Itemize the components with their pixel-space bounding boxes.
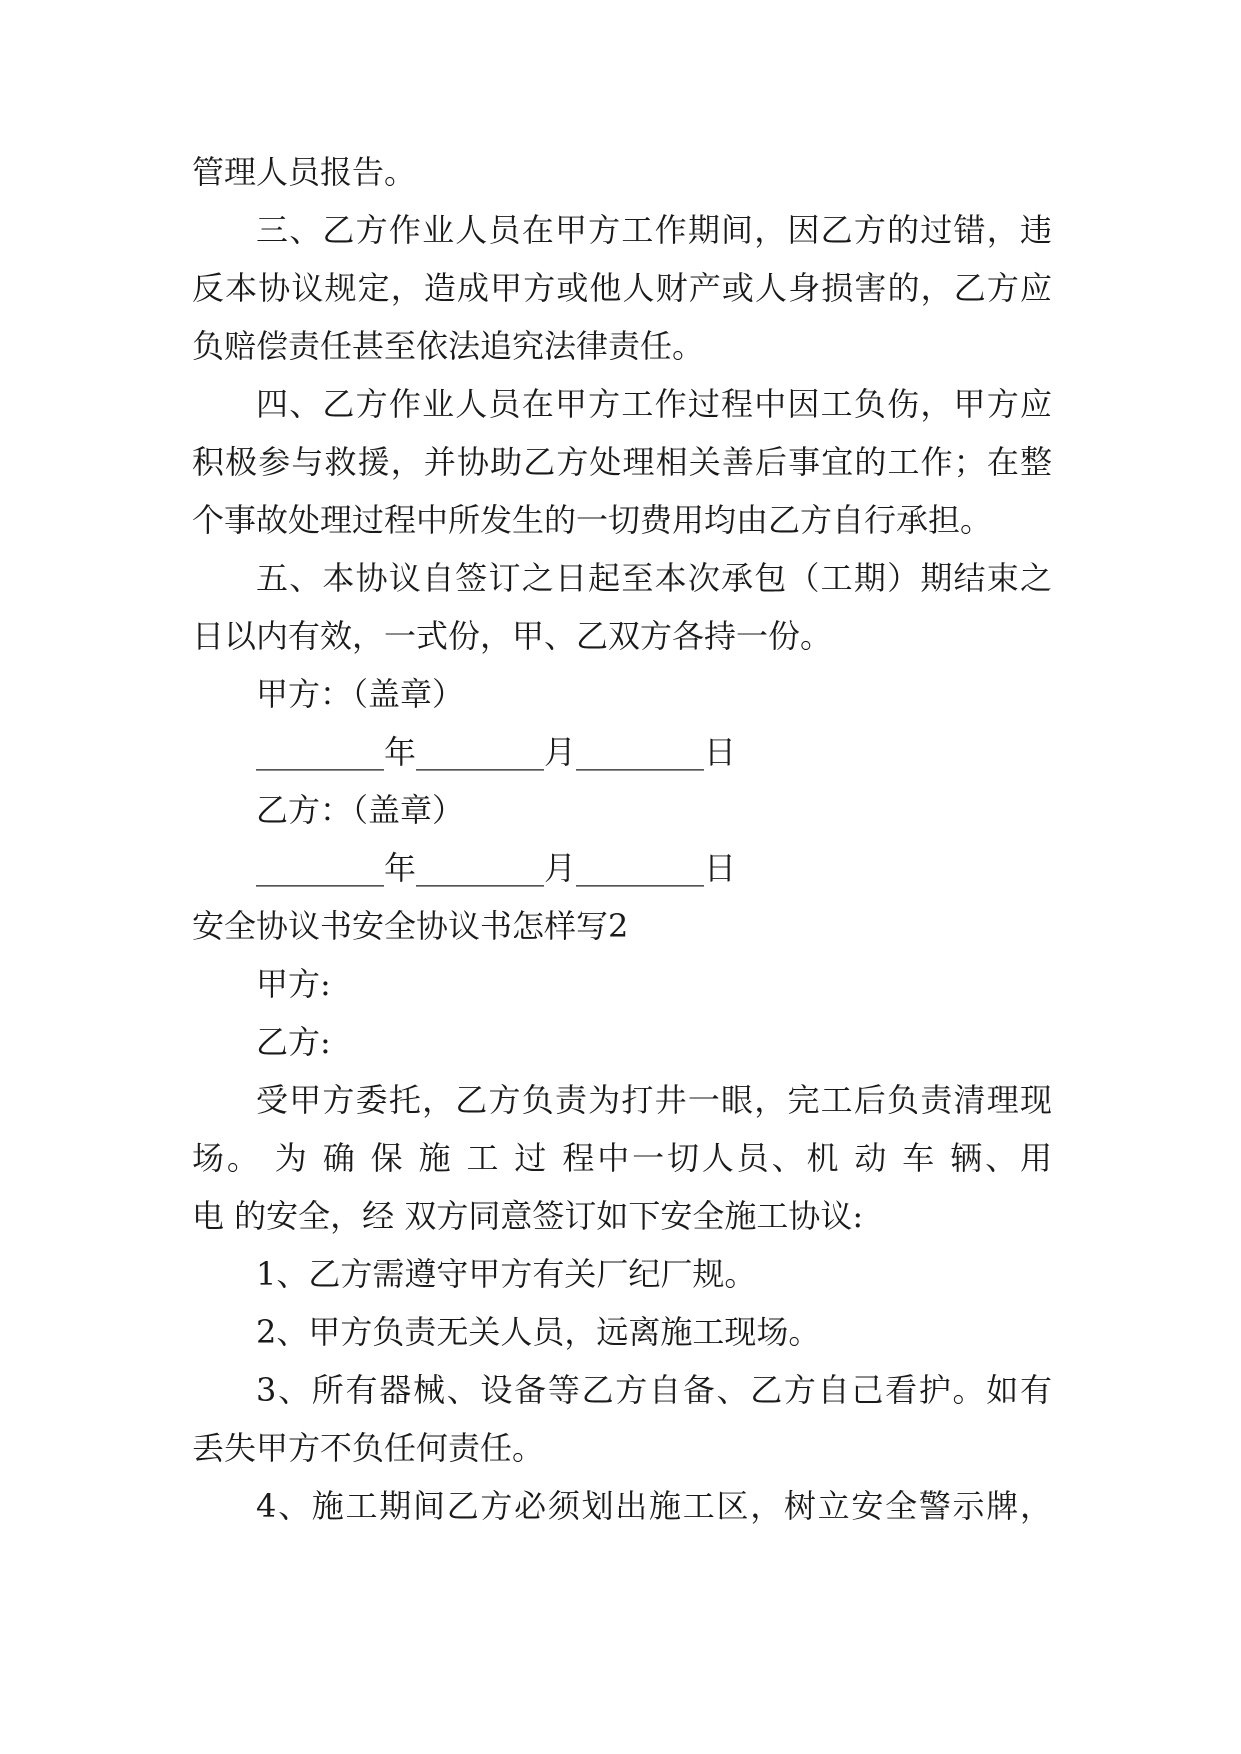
clause-four-line: 四、乙方作业人员在甲方工作过程中因工负伤，甲方应 (256, 385, 1052, 423)
party-b-seal: 乙方：（盖章） (256, 791, 465, 829)
list-item-3: 3、所有器械、设备等乙方自备、乙方自己看护。如有 (256, 1371, 1052, 1409)
paragraph-line: 日以内有效，一式份，甲、乙双方各持一份。 (192, 617, 833, 655)
paragraph-line: 丢失甲方不负任何责任。 (192, 1429, 545, 1467)
party-a-label: 甲方: (256, 965, 331, 1003)
paragraph-line: 受甲方委托，乙方负责为打井一眼，完工后负责清理现 (256, 1081, 1052, 1119)
paragraph-line: 反本协议规定，造成甲方或他人财产或人身损害的，乙方应 (192, 269, 1052, 307)
party-a-seal: 甲方：（盖章） (256, 675, 465, 713)
section-title: 安全协议书安全协议书怎样写2 (192, 907, 629, 945)
list-item-1: 1、乙方需遵守甲方有关厂纪厂规。 (256, 1255, 757, 1293)
clause-three-line: 三、乙方作业人员在甲方工作期间，因乙方的过错，违 (256, 211, 1052, 249)
paragraph-line: 管理人员报告。 (192, 153, 417, 191)
list-item-4: 4、施工期间乙方必须划出施工区，树立安全警示牌， (256, 1487, 1052, 1525)
paragraph-line: 个事故处理过程中所发生的一切费用均由乙方自行承担。 (192, 501, 993, 539)
list-item-2: 2、甲方负责无关人员，远离施工现场。 (256, 1313, 821, 1351)
paragraph-line: 负赔偿责任甚至依法追究法律责任。 (192, 327, 705, 365)
paragraph-line: 积极参与救援，并协助乙方处理相关善后事宜的工作；在整 (192, 443, 1052, 481)
date-blank-line: ________年________月________日 (256, 849, 737, 887)
paragraph-line: 电 的安全，经 双方同意签订如下安全施工协议: (192, 1197, 864, 1235)
clause-five-line: 五、本协议自签订之日起至本次承包（工期）期结束之 (256, 559, 1052, 597)
date-blank-line: ________年________月________日 (256, 733, 737, 771)
paragraph-line: 场。 为 确 保 施 工 过 程中一切人员、机 动 车 辆、用 (192, 1139, 1052, 1177)
party-b-label: 乙方: (256, 1023, 331, 1061)
